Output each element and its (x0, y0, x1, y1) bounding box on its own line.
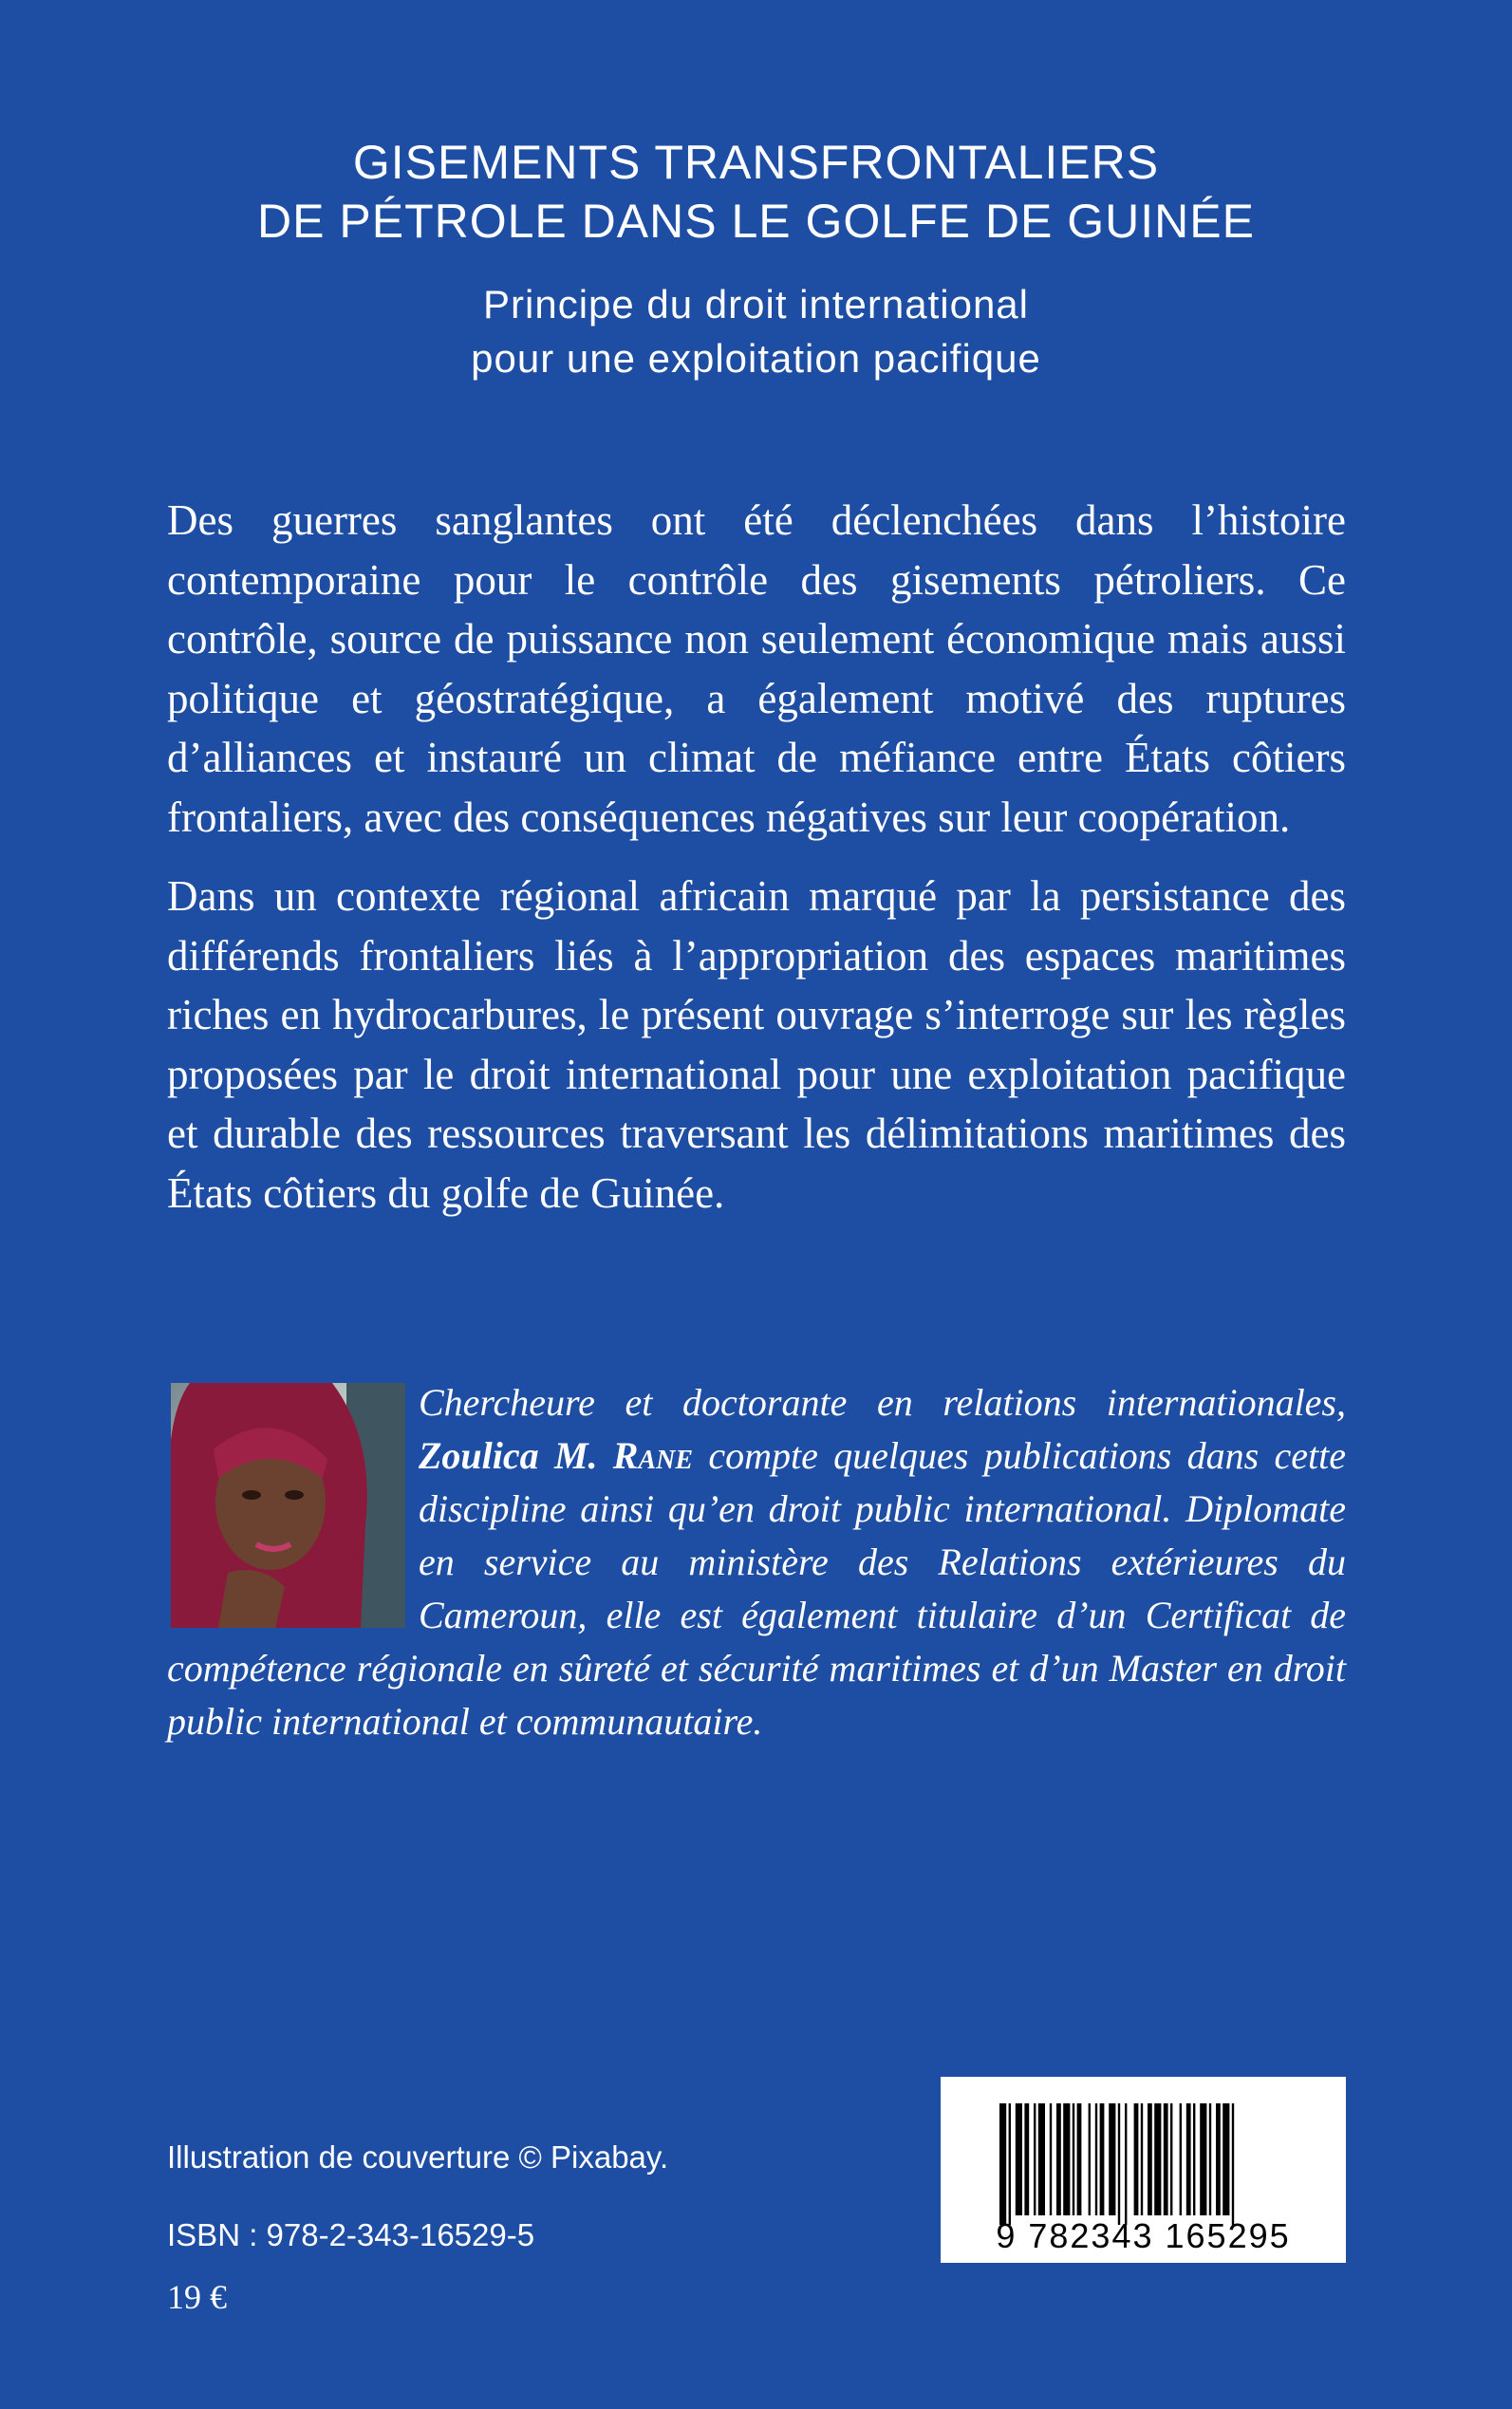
barcode-bar (1063, 2103, 1070, 2215)
price: 19 € (167, 2278, 227, 2316)
barcode-bar (1216, 2103, 1221, 2215)
barcode-bar (1170, 2103, 1172, 2215)
barcode-bar (1118, 2103, 1120, 2225)
barcode-bar (1050, 2103, 1052, 2215)
barcode-bar (1038, 2103, 1045, 2215)
blurb-paragraph-1: Des guerres sanglantes ont été déclenchées dans l’histoire contemporaine pour le contrôle des gisements pétroliers. Ce contrôle, source de puissance non seulement économique mais aussi politique et géostratégique, a également motivé des ruptures d’alliances et instauré un climat de méfiance entre États côtiers frontaliers, avec des conséquences négatives sur leur coopération. (167, 496, 1346, 841)
book-subtitle (0, 277, 1512, 385)
barcode-bar (1034, 2103, 1036, 2215)
author-first-name: Zoulica M. (419, 1434, 613, 1477)
barcode-bar (1095, 2103, 1097, 2215)
barcode-bar (1209, 2103, 1211, 2215)
barcode-bar (1077, 2103, 1082, 2215)
barcode-bar (1200, 2103, 1206, 2215)
book-title (0, 133, 1512, 251)
bio-rest: compte quelques publications dans cette discipline ainsi qu’en droit public international. Diplomate en service au ministère des Relations extérieures du Cameroun, elle est également titulaire d’un Certificat de compétence régionale en sûreté et sécurité maritimes et d’un Master en droit public international et communautaire. (167, 1434, 1346, 1743)
barcode-bar (1154, 2103, 1161, 2215)
barcode-bar (1193, 2103, 1195, 2215)
author-bio (167, 1376, 1346, 1748)
title-line-1: GISEMENTS TRANSFRONTALIERS (352, 136, 1160, 189)
barcode-bar (1109, 2103, 1115, 2215)
title-line-2: DE PÉTROLE DANS LE GOLFE DE GUINÉE (257, 195, 1255, 248)
barcode-bar (1223, 2103, 1229, 2215)
barcode-bar (1024, 2103, 1029, 2215)
barcode-bar (1180, 2103, 1182, 2215)
barcode-bar (1009, 2103, 1011, 2225)
cover-credit: Illustration de couverture © Pixabay. (167, 2139, 669, 2175)
isbn: ISBN : 978-2-343-16529-5 (167, 2217, 535, 2252)
barcode-bar (1141, 2103, 1143, 2215)
bio-intro: Chercheure et doctorante en relations internationales, (419, 1381, 1346, 1424)
barcode-digits: 9 782343 165295 (996, 2216, 1291, 2255)
barcode (941, 2077, 1346, 2263)
blurb-paragraph-2: Dans un contexte régional africain marqué par la persistance des différends frontaliers liés à l’appropriation des espaces maritimes riches en hydrocarbures, le présent ouvrage s’interroge sur les règles proposées par le droit international pour une exploitation pacifique et durable des ressources traversant les délimitations maritimes des États côtiers du golfe de Guinée. (167, 872, 1346, 1217)
barcode-bar (1016, 2103, 1022, 2215)
barcode-bar (1089, 2103, 1091, 2215)
barcode-bar (1232, 2103, 1234, 2225)
photo-spacer (167, 1376, 419, 1642)
barcode-bar (1056, 2103, 1061, 2215)
barcode-bar (1148, 2103, 1152, 2215)
barcode-bar (1125, 2103, 1127, 2225)
barcode-bar (1164, 2103, 1168, 2215)
author-name (419, 1434, 693, 1477)
barcode-bar (1073, 2103, 1074, 2215)
subtitle-line-2: pour une exploitation pacifique (471, 336, 1041, 381)
barcode-bar (999, 2103, 1006, 2225)
barcode-bar (1100, 2103, 1105, 2215)
barcode-bar (1134, 2103, 1139, 2215)
barcode-bar (1186, 2103, 1191, 2215)
author-last-name: Rane (612, 1434, 694, 1477)
subtitle-line-1: Principe du droit international (483, 282, 1029, 327)
